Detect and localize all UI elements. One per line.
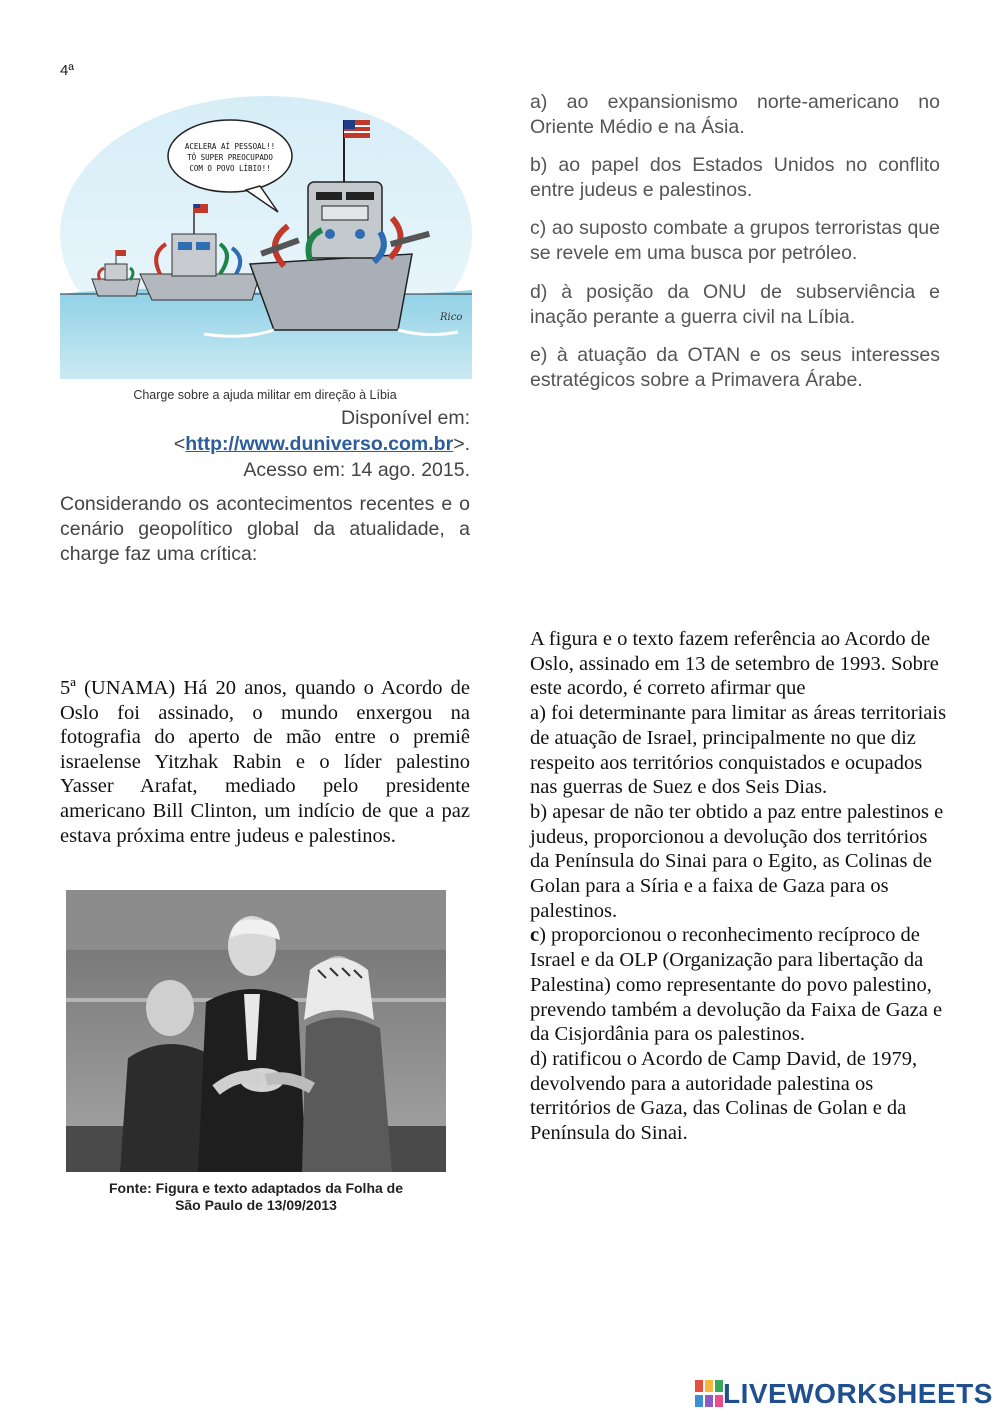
- q4-option-c: c) ao suposto combate a grupos terroristas que se revele em uma busca por petróleo.: [530, 217, 940, 264]
- oslo-handshake-photo: [66, 890, 446, 1172]
- question-5-intro: 5ª (UNAMA) Há 20 anos, quando o Acordo de Oslo foi assinado, o mundo enxergou na fotografia do aperto de mão entre o premiê israelense Yitzhak Rabin e o líder palestino Yasser Arafat, mediado pelo presidente americano Bill Clinton, um indício de que a paz estava próxima entre judeus e palestinos.: [60, 677, 470, 847]
- source-citation: [60, 405, 470, 483]
- source-line-2: [60, 431, 470, 457]
- question-number-4: 4ª: [60, 62, 74, 79]
- photo-credit-line-2: São Paulo de 13/09/2013: [175, 1197, 337, 1213]
- question-5-options: [530, 627, 950, 1146]
- q5-option-c: [530, 923, 950, 1047]
- q4-option-a: a) ao expansionismo norte-americano no Oriente Médio e na Ásia.: [530, 91, 940, 138]
- military-ships-cartoon: [60, 94, 472, 379]
- liveworksheets-logo-text: LIVEWORKSHEETS: [723, 1378, 993, 1409]
- source-open-bracket: <: [173, 433, 186, 455]
- liveworksheets-logo: [695, 1378, 993, 1410]
- q5-option-c-letter: c: [530, 924, 540, 947]
- photo-credit-line-1: Fonte: Figura e texto adaptados da Folha de: [108, 1180, 404, 1196]
- bubble-line-1: ACELERA AÍ PESSOAL!!: [184, 142, 276, 151]
- q4-option-b: b) ao papel dos Estados Unidos no conflito entre judeus e palestinos.: [530, 154, 940, 201]
- question-4-prompt: Considerando os acontecimentos recentes e o cenário geopolítico global da atualidade, a charge faz uma crítica:: [60, 493, 470, 565]
- q4-option-e: e) à atuação da OTAN e os seus interesses estratégicos sobre a Primavera Árabe.: [530, 344, 940, 391]
- source-line-1: Disponível em:: [341, 407, 470, 429]
- q5-option-b: b) apesar de não ter obtido a paz entre palestinos e judeus, proporcionou a devolução dos territórios da Península do Sinai para o Egito, as Colinas de Golan para a Síria e a faixa de Gaza para os palestinos.: [530, 800, 944, 922]
- source-close-bracket: >.: [453, 433, 470, 455]
- cartoon-caption: Charge sobre a ajuda militar em direção à Líbia: [133, 388, 397, 402]
- source-line-3: Acesso em: 14 ago. 2015.: [243, 459, 470, 481]
- q5-option-d: d) ratificou o Acordo de Camp David, de 1979, devolvendo para a autoridade palestina os territórios de Gaza, das Colinas de Golan e da Península do Sinai.: [530, 1047, 918, 1145]
- q5-option-c-text: ) proporcionou o reconhecimento recíproco de Israel e da OLP (Organização para libertação da Palestina) como representante do povo palestino, prevendo também a devolução da Faixa de Gaza e da Cisjordânia para os palestinos.: [530, 924, 943, 1046]
- q4-option-d: d) à posição da ONU de subserviência e inação perante a guerra civil na Líbia.: [530, 281, 940, 328]
- bubble-line-3: COM O POVO LÍBIO!!: [189, 164, 271, 173]
- photo-credit: [66, 1180, 446, 1214]
- question-5-lead: A figura e o texto fazem referência ao Acordo de Oslo, assinado em 13 de setembro de 1993. Sobre este acordo, é correto afirmar que: [530, 628, 939, 700]
- q5-option-a: a) foi determinante para limitar as áreas territoriais de atuação de Israel, principalmente no que diz respeito aos territórios conquistados e ocupados nas guerras de Suez e dos Seis Dias.: [530, 702, 947, 799]
- cartoon-signature: Rico: [440, 312, 463, 323]
- bubble-line-2: TÔ SUPER PREOCUPADO: [187, 153, 273, 162]
- source-link[interactable]: http://www.duniverso.com.br: [185, 433, 454, 455]
- liveworksheets-logo-icon: [695, 1380, 723, 1408]
